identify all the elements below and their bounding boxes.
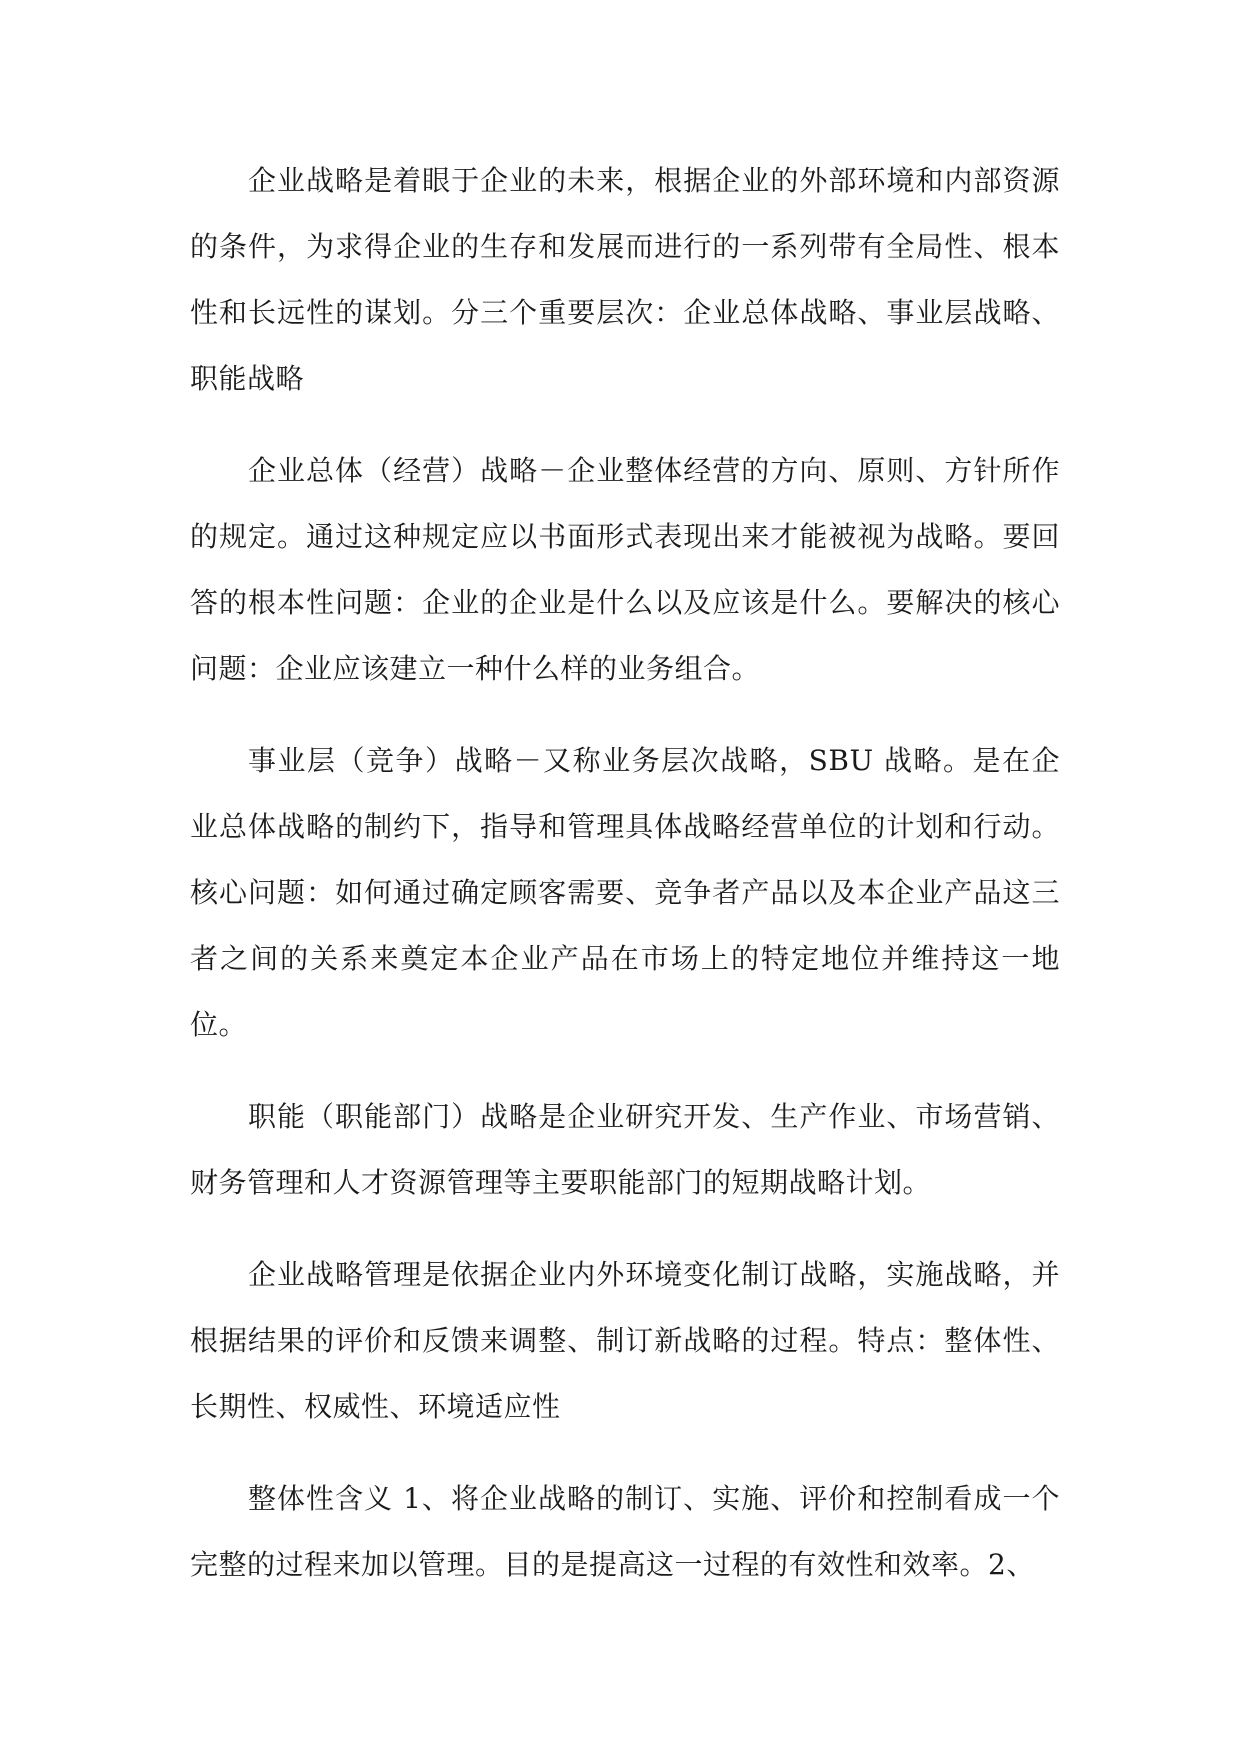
document-body	[190, 148, 1060, 1624]
paragraph-integrity-meaning: 整体性含义 1、将企业战略的制订、实施、评价和控制看成一个完整的过程来加以管理。目的是提高这一过程的有效性和效率。2、	[190, 1482, 1060, 1581]
paragraph-strategic-management: 企业战略管理是依据企业内外环境变化制订战略，实施战略，并根据结果的评价和反馈来调整、制订新战略的过程。特点：整体性、长期性、权威性、环境适应性	[190, 1258, 1060, 1423]
paragraph-business-strategy: 事业层（竞争）战略－又称业务层次战略，SBU 战略。是在企业总体战略的制约下，指导和管理具体战略经营单位的计划和行动。核心问题：如何通过确定顾客需要、竞争者产品以及本企业产品这三者之间的关系来奠定本企业产品在市场上的特定地位并维持这一地位。	[190, 744, 1060, 1041]
paragraph-corporate-strategy: 企业总体（经营）战略－企业整体经营的方向、原则、方针所作的规定。通过这种规定应以书面形式表现出来才能被视为战略。要回答的根本性问题：企业的企业是什么以及应该是什么。要解决的核心问题：企业应该建立一种什么样的业务组合。	[190, 454, 1060, 685]
paragraph-functional-strategy: 职能（职能部门）战略是企业研究开发、生产作业、市场营销、财务管理和人才资源管理等主要职能部门的短期战略计划。	[190, 1100, 1060, 1199]
paragraph-strategy-definition: 企业战略是着眼于企业的未来，根据企业的外部环境和内部资源的条件，为求得企业的生存和发展而进行的一系列带有全局性、根本性和长远性的谋划。分三个重要层次：企业总体战略、事业层战略、职能战略	[190, 164, 1060, 395]
